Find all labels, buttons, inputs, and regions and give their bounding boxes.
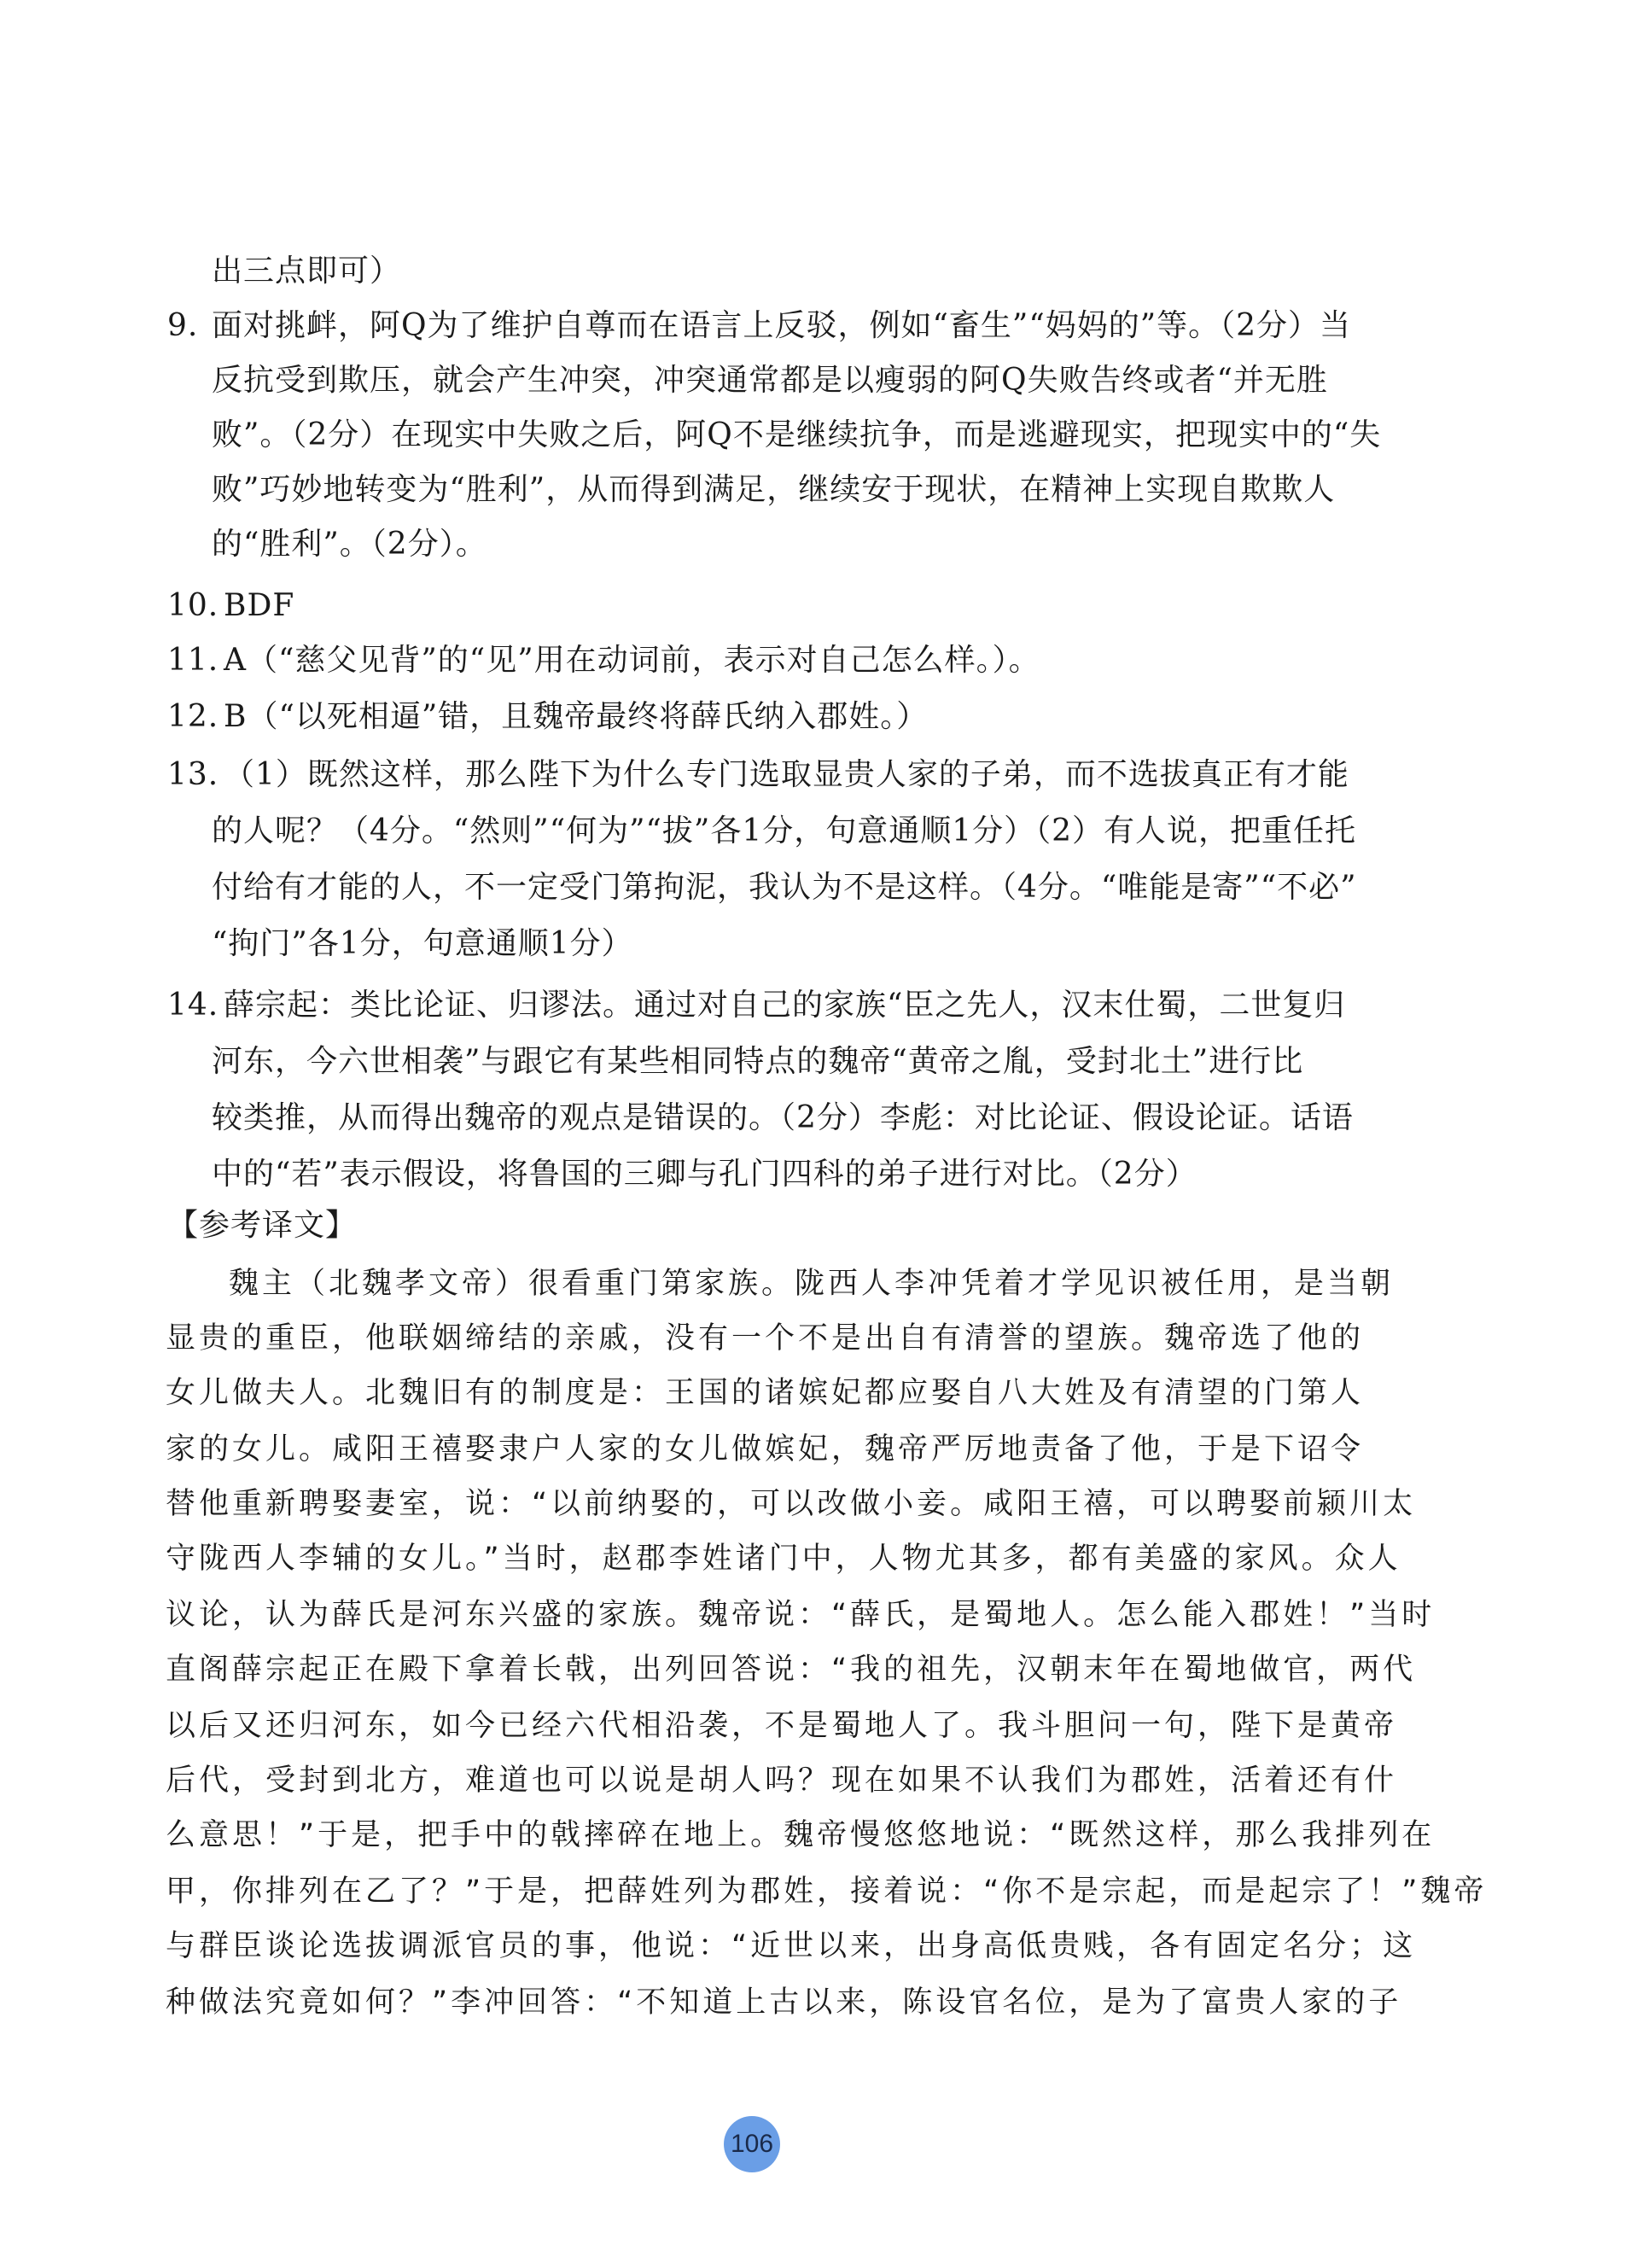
translation-line: 魏主（北魏孝文帝）很看重门第家族。陇西人李冲凭着才学见识被任用，是当朝 [229,1267,1395,1301]
translation-line: 家的女儿。咸阳王禧娶隶户人家的女儿做嫔妃，魏帝严厉地责备了他，于是下诏令 [166,1432,1365,1466]
page-number-badge: 106 [724,2116,780,2172]
translation-line: 甲，你排列在乙了？”于是，把薛姓列为郡姓，接着说：“你不是宗起，而是起宗了！”魏帝 [166,1874,1488,1909]
answer-13-line-3: 付给有才能的人，不一定受门第拘泥，我认为不是这样。（4分。“唯能是寄”“不必” [212,870,1357,905]
translation-line: 替他重新聘娶妻室，说：“以前纳娶的，可以改做小妾。咸阳王禧，可以聘娶前颍川太 [166,1487,1417,1521]
translation-line: 种做法究竟如何？”李冲回答：“不知道上古以来，陈设官名位，是为了富贵人家的子 [166,1985,1402,2020]
translation-line: 直阁薛宗起正在殿下拿着长戟，出列回答说：“我的祖先，汉朝末年在蜀地做官，两代 [166,1653,1417,1687]
question-number-13: 13. [167,757,219,792]
translation-line: 议论，认为薛氏是河东兴盛的家族。魏帝说：“薛氏，是蜀地人。怎么能入郡姓！”当时 [166,1598,1436,1632]
translation-line: 女儿做夫人。北魏旧有的制度是：王国的诸嫔妃都应娶自八大姓及有清望的门第人 [166,1376,1365,1410]
question-number-14: 14. [167,988,219,1023]
answer-9-line-4: 败”巧妙地转变为“胜利”，从而得到满足，继续安于现状，在精神上实现自欺欺人 [212,472,1336,507]
translation-line: 与群臣谈论选拔调派官员的事，他说：“近世以来，出身高低贵贱，各有固定名分；这 [166,1929,1417,1963]
question-number-9: 9. [167,308,199,343]
answer-12: B（“以死相逼”错，且魏帝最终将薛氏纳入郡姓。） [224,699,929,734]
answer-14-line-1: 薛宗起：类比论证、归谬法。通过对自己的家族“臣之先人，汉末仕蜀，二世复归 [224,988,1346,1023]
answer-14-line-3: 较类推，从而得出魏帝的观点是错误的。（2分）李彪：对比论证、假设论证。话语 [212,1100,1354,1135]
question-number-10: 10. [167,588,219,623]
answer-9-line-5: 的“胜利”。（2分）。 [212,527,487,562]
answer-continuation: 出三点即可） [212,254,402,289]
translation-line: 后代，受封到北方，难道也可以说是胡人吗？现在如果不认我们为郡姓，活着还有什 [166,1764,1398,1798]
translation-line: 显贵的重臣，他联姻缔结的亲戚，没有一个不是出自有清誉的望族。魏帝选了他的 [166,1321,1365,1356]
translation-line: 么意思！”于是，把手中的戟摔碎在地上。魏帝慢悠悠地说：“既然这样，那么我排列在 [166,1818,1436,1852]
translation-heading: 【参考译文】 [167,1208,358,1243]
answer-14-line-4: 中的“若”表示假设，将鲁国的三卿与孔门四科的弟子进行对比。（2分） [212,1157,1197,1192]
answer-10: BDF [224,588,295,623]
answer-9-line-3: 败”。（2分）在现实中失败之后，阿Q不是继续抗争，而是逃避现实，把现实中的“失 [212,417,1382,452]
question-number-11: 11. [167,643,219,678]
answer-9-line-1: 面对挑衅，阿Q为了维护自尊而在语言上反驳，例如“畜生”“妈妈的”等。（2分）当 [212,308,1352,343]
answer-11: A（“慈父见背”的“见”用在动词前，表示对自己怎么样。）。 [224,643,1040,678]
answer-13-line-1: （1）既然这样，那么陛下为什么专门选取显贵人家的子弟，而不选拔真正有才能 [224,757,1349,792]
answer-14-line-2: 河东，今六世相袭”与跟它有某些相同特点的魏帝“黄帝之胤，受封北土”进行比 [212,1044,1304,1079]
translation-line: 以后又还归河东，如今已经六代相沿袭，不是蜀地人了。我斗胆问一句，陛下是黄帝 [166,1709,1398,1743]
answer-13-line-2: 的人呢？（4分。“然则”“何为”“拔”各1分，句意通顺1分）（2）有人说，把重任托 [212,813,1357,848]
answer-13-line-4: “拘门”各1分，句意通顺1分） [212,926,633,961]
translation-line: 守陇西人李辅的女儿。”当时，赵郡李姓诸门中，人物尤其多，都有美盛的家风。众人 [166,1542,1401,1576]
answer-9-line-2: 反抗受到欺压，就会产生冲突，冲突通常都是以瘦弱的阿Q失败告终或者“并无胜 [212,363,1328,398]
question-number-12: 12. [167,699,219,734]
